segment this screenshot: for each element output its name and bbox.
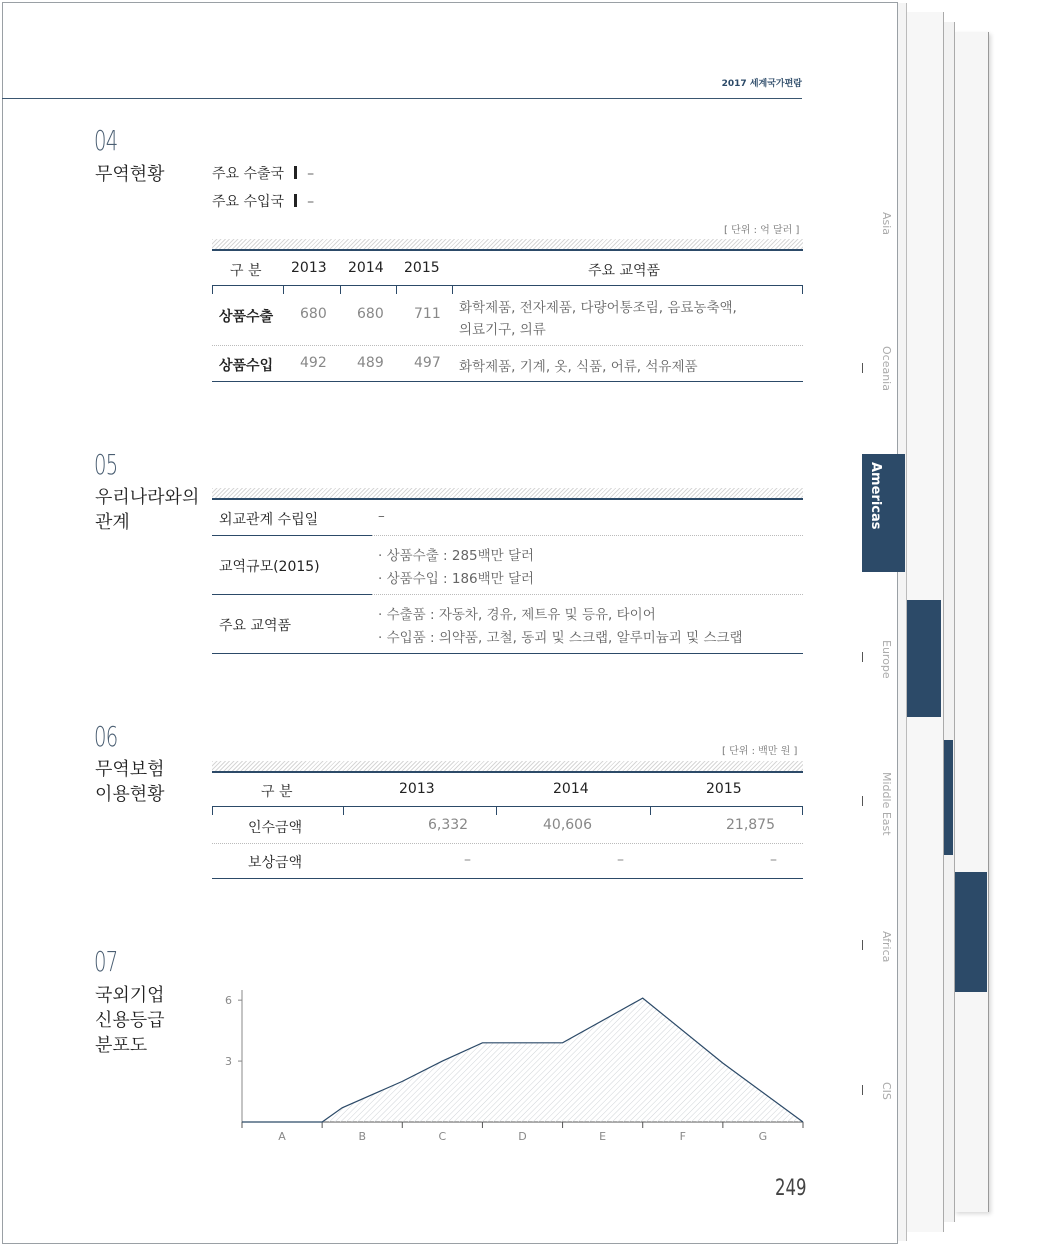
section-title-line: 우리나라와의 <box>95 487 200 508</box>
col-header: 구 분 <box>261 784 293 800</box>
column-tick <box>283 285 284 294</box>
trade-items: 화학제품, 전자제품, 다량어통조림, 음료농축액, <box>459 300 737 316</box>
section-number: 04 <box>94 124 118 157</box>
cell-value: 492 <box>300 355 327 371</box>
x-tick-label: F <box>679 1130 686 1143</box>
row-divider <box>212 843 803 844</box>
export-label: 주요 수출국 <box>212 166 285 182</box>
col-header: 2014 <box>553 781 589 797</box>
section-number: 05 <box>94 448 118 481</box>
relation-value: · 수출품 : 자동차, 경유, 제트유 및 등유, 타이어 <box>378 607 656 623</box>
edge-band <box>955 872 987 992</box>
column-tick <box>650 806 651 815</box>
y-tick-label: 6 <box>225 994 232 1008</box>
section-title <box>95 485 199 535</box>
export-value: – <box>307 166 315 182</box>
cell-value: 680 <box>300 306 327 322</box>
export-countries <box>212 163 314 183</box>
row-divider <box>212 345 803 346</box>
col-header: 2013 <box>399 781 435 797</box>
import-label: 주요 수입국 <box>212 194 285 210</box>
separator-bar <box>294 166 297 179</box>
tab-asia[interactable]: Asia <box>880 212 893 236</box>
relation-label: 외교관계 수립일 <box>219 512 319 528</box>
row-label: 보상금액 <box>248 855 303 871</box>
table-hatch <box>212 488 803 498</box>
section-title-line: 분포도 <box>95 1035 148 1056</box>
column-tick <box>802 285 803 294</box>
relation-value: · 상품수입 : 186백만 달러 <box>378 571 535 587</box>
section-title-line: 국외기업 <box>95 985 165 1006</box>
tab-africa[interactable]: Africa <box>880 931 893 963</box>
x-tick-label: G <box>758 1130 768 1143</box>
trade-items: 의료기구, 의류 <box>459 322 546 338</box>
page-number: 249 <box>775 1176 807 1201</box>
cell-value: 6,332 <box>428 817 469 833</box>
relation-value: · 수입품 : 의약품, 고철, 동괴 및 스크랩, 알루미늄괴 및 스크랩 <box>378 630 743 646</box>
tab-oceania[interactable]: Oceania <box>880 346 893 391</box>
column-tick <box>212 285 213 294</box>
section-title: 무역현황 <box>95 164 165 185</box>
column-tick <box>343 806 344 815</box>
row-label: 인수금액 <box>248 820 303 836</box>
unit-label: [ 단위 : 백만 원 ] <box>722 746 798 757</box>
section-title-line: 관계 <box>95 512 130 533</box>
col-header: 구 분 <box>230 263 262 279</box>
section-title-line: 무역보험 <box>95 759 165 780</box>
cell-value: 497 <box>414 355 441 371</box>
table-bottom-rule <box>212 878 803 879</box>
header-rule <box>212 285 803 286</box>
cell-value: – <box>464 852 471 868</box>
unit-label: [ 단위 : 억 달러 ] <box>724 225 800 236</box>
col-header: 2014 <box>348 260 384 276</box>
col-header: 주요 교역품 <box>588 263 661 279</box>
tab-cis[interactable]: CIS <box>880 1082 893 1100</box>
separator-bar <box>294 194 297 207</box>
page-edge <box>898 3 907 1241</box>
relation-value: – <box>378 508 385 524</box>
import-countries <box>212 191 314 211</box>
relation-label: 주요 교역품 <box>219 618 292 634</box>
label-rule <box>212 535 372 536</box>
table-bottom-rule <box>212 653 803 654</box>
cell-value: – <box>617 852 624 868</box>
relation-value: · 상품수출 : 285백만 달러 <box>378 548 535 564</box>
col-header: 2015 <box>404 260 440 276</box>
column-tick <box>212 806 213 815</box>
section-number: 06 <box>94 720 118 753</box>
label-rule <box>212 594 372 595</box>
header-rule <box>2 98 802 99</box>
cell-value: 40,606 <box>543 817 592 833</box>
row-label: 상품수출 <box>219 309 274 325</box>
x-tick-label: B <box>358 1130 366 1143</box>
cell-value: 489 <box>357 355 384 371</box>
table-hatch <box>212 761 803 771</box>
header-rule <box>212 806 803 807</box>
table-top-rule <box>212 771 803 773</box>
x-tick-label: D <box>518 1130 527 1143</box>
section-number: 07 <box>94 945 118 978</box>
x-tick-label: E <box>599 1130 607 1143</box>
edge-band <box>906 600 941 717</box>
import-value: – <box>307 194 315 210</box>
cell-value: 21,875 <box>726 817 775 833</box>
y-tick-label: 3 <box>225 1055 232 1069</box>
col-header: 2013 <box>291 260 327 276</box>
relation-label: 교역규모(2015) <box>219 559 320 575</box>
row-label: 상품수입 <box>219 358 274 374</box>
row-divider <box>372 535 803 536</box>
trade-items: 화학제품, 기계, 옷, 식품, 어류, 석유제품 <box>459 359 698 375</box>
tab-europe[interactable]: Europe <box>880 640 893 679</box>
table-top-rule <box>212 249 803 251</box>
tab-americas[interactable] <box>862 454 905 572</box>
credit-rating-chart <box>212 990 812 1150</box>
cell-value: 680 <box>357 306 384 322</box>
col-header: 2015 <box>706 781 742 797</box>
tab-label: Americas <box>868 462 883 530</box>
table-hatch <box>212 239 803 249</box>
column-tick <box>340 285 341 294</box>
cell-value: – <box>770 852 777 868</box>
cell-value: 711 <box>414 306 441 322</box>
table-top-rule <box>212 498 803 500</box>
table-bottom-rule <box>212 381 803 382</box>
section-title-line: 신용등급 <box>95 1010 165 1031</box>
section-title <box>95 757 165 807</box>
section-title-line: 이용현황 <box>95 784 165 805</box>
tab-middle-east[interactable]: Middle East <box>880 772 893 836</box>
column-tick <box>396 285 397 294</box>
row-divider <box>372 594 803 595</box>
page-edge <box>954 32 989 1212</box>
section-title <box>95 983 165 1058</box>
column-tick <box>496 806 497 815</box>
column-tick <box>802 806 803 815</box>
running-header: 2017 세계국가편람 <box>721 79 802 89</box>
x-tick-label: C <box>438 1130 447 1143</box>
x-tick-label: A <box>278 1130 286 1143</box>
column-tick <box>452 285 453 294</box>
